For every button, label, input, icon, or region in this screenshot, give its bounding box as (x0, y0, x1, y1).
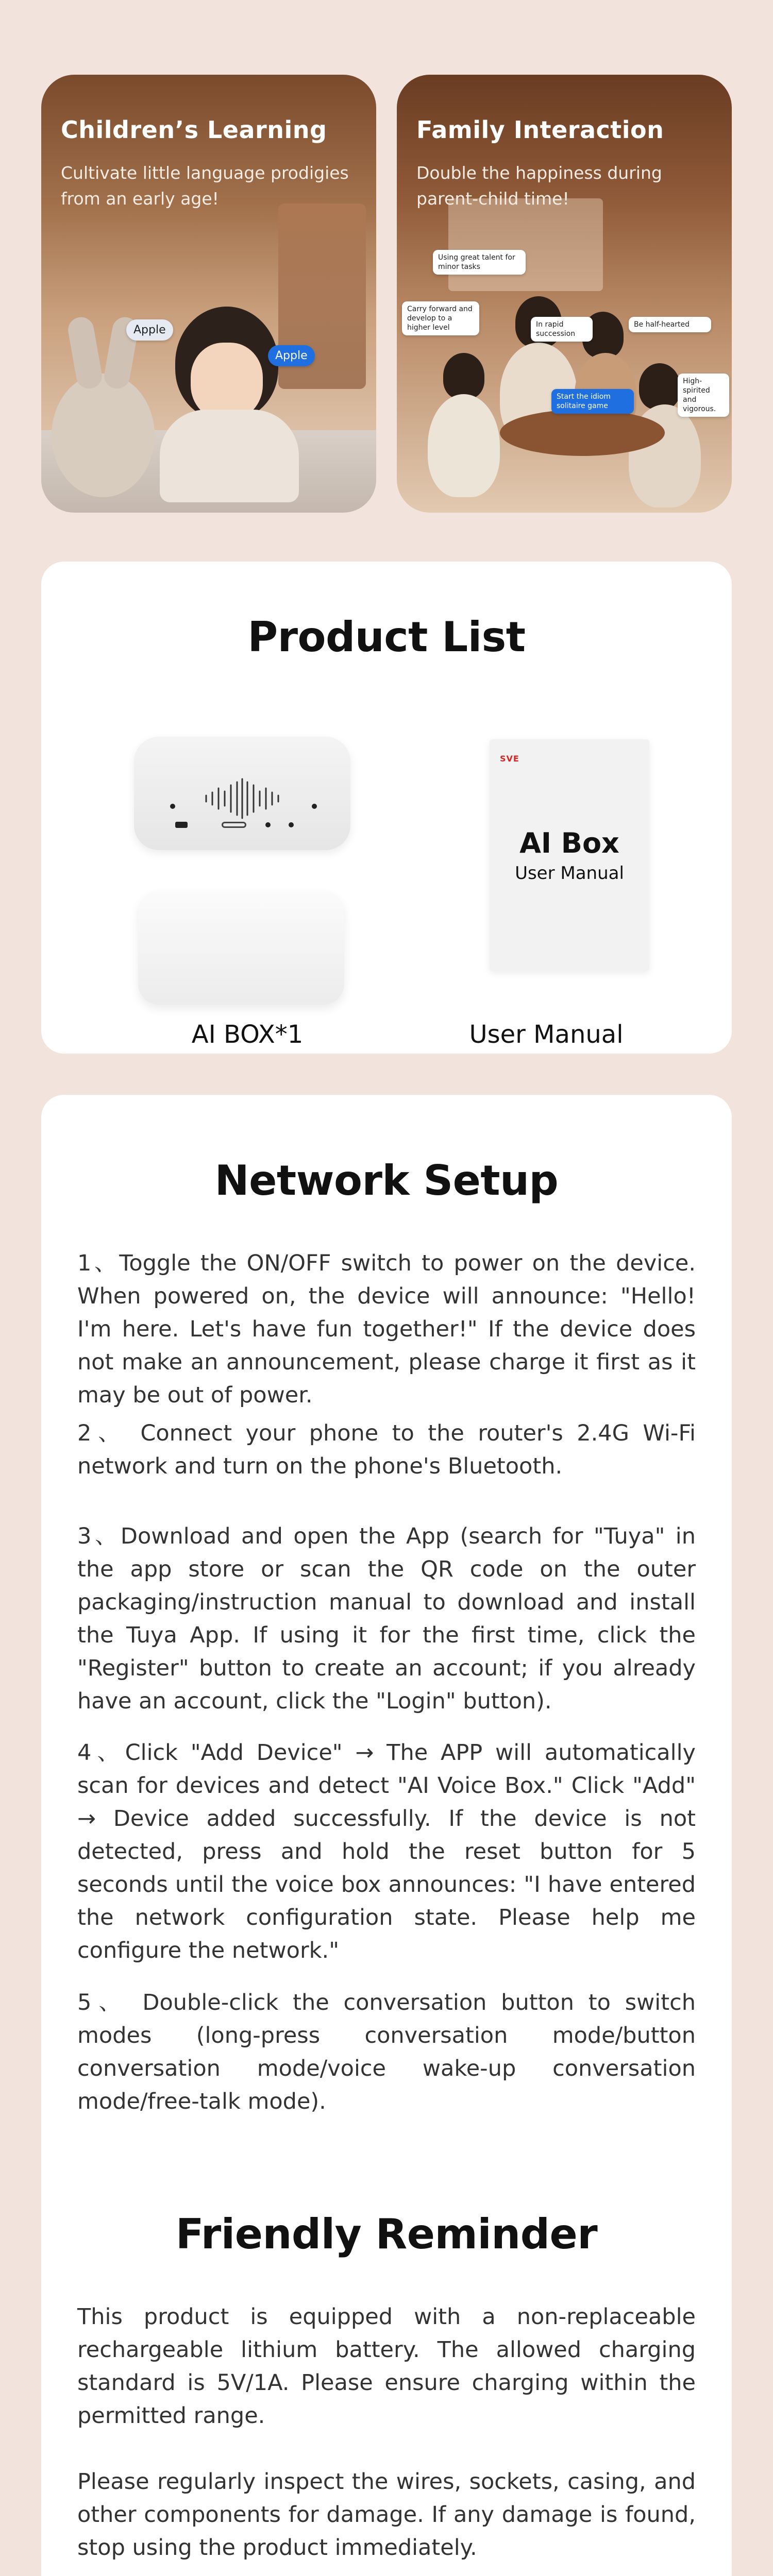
setup-step: 1、Toggle the ON/OFF switch to power on the device. When powered on, the device will announce: "Hello! I'm here. Let's have fun together!" If the device does not make an announcement, please charge it first as it may be out of power. (77, 1250, 696, 1408)
indicator-dot (170, 804, 175, 809)
feature-subtitle: Cultivate little language prodigies from an early age! (61, 163, 349, 209)
button-dot (289, 822, 294, 827)
speech-bubble: Be half-hearted (629, 317, 711, 332)
child-face-image (191, 343, 263, 420)
kid-image (443, 353, 484, 399)
button-dot (265, 822, 271, 827)
kid-image (639, 363, 680, 410)
network-setup-panel (41, 1095, 732, 2576)
child-body-image (160, 410, 299, 502)
speech-chip: Apple (126, 319, 173, 341)
indicator-dot (312, 804, 317, 809)
feature-title: Family Interaction (416, 116, 664, 144)
setup-step: 4、Click "Add Device" → The APP will automatically scan for devices and detect "AI Voice Box." Click "Add" → Device added successfully. If the device is not detected, press and hold the reset button for 5 seconds until the voice box announces: "I have entered the network configuration state. Please help me configure the network." (77, 1740, 696, 1963)
setup-step: 2、 Connect your phone to the router's 2.4G Wi-Fi network and turn on the phone's Bluetooth. (77, 1420, 696, 1479)
friendly-reminder-title: Friendly Reminder (175, 2210, 598, 2258)
user-manual-image (490, 739, 649, 971)
product-list-title: Product List (247, 613, 526, 661)
feature-subtitle: Double the happiness during parent-child time! (416, 163, 662, 209)
product-label: AI BOX*1 (191, 1020, 304, 1049)
speech-bubble: Carry forward and develop to a higher level (402, 301, 479, 335)
ai-box-device-side-image (138, 891, 344, 1005)
product-list-panel (41, 562, 732, 1054)
feature-card-family-interaction (397, 75, 732, 513)
speech-bubble-highlight: Start the idiom solitaire game (551, 389, 634, 414)
ai-box-device-image (134, 737, 350, 850)
speech-bubble: Using great talent for minor tasks (433, 250, 526, 275)
network-setup-title: Network Setup (214, 1157, 559, 1205)
coffee-table-decor (500, 410, 665, 456)
setup-step: 5、 Double-click the conversation button to switch modes (long-press conversation mode/button conversation mode/voice wake-up conversation mode/free-talk mode). (77, 1990, 696, 2114)
speech-bubble: In rapid succession (531, 317, 593, 342)
manual-cover-subtitle: User Manual (515, 863, 624, 884)
feature-banner-row (41, 75, 732, 513)
setup-step: 3、Download and open the App (search for "Tuya" in the app store or scan the QR code on the outer packaging/instruction manual to download and install the Tuya App. If using it for the first time, click the "Register" button to create an account; if you already have an account, click the "Login" button). (77, 1523, 696, 1714)
feature-card-childrens-learning (41, 75, 376, 513)
manual-cover-title: AI Box (519, 827, 619, 859)
usb-port-icon (222, 822, 246, 828)
kid-body-image (428, 394, 500, 497)
power-switch-icon (175, 822, 188, 828)
product-label: User Manual (469, 1020, 624, 1049)
brand-logo: SVE (500, 754, 519, 764)
feature-title: Children’s Learning (61, 116, 327, 144)
speech-bubble: High-spirited and vigorous. (678, 374, 729, 417)
speech-chip-highlight: Apple (268, 345, 315, 366)
reminder-paragraph: Please regularly inspect the wires, sockets, casing, and other components for damage. If any damage is found, stop using the product immediately. (77, 2469, 696, 2561)
window-decor (448, 198, 603, 291)
plush-bunny-image (52, 374, 155, 497)
reminder-paragraph: This product is equipped with a non-replaceable rechargeable lithium battery. The allowed charging standard is 5V/1A. Please ensure charging within the permitted range. (77, 2304, 696, 2429)
sound-wave-icon (201, 778, 283, 819)
